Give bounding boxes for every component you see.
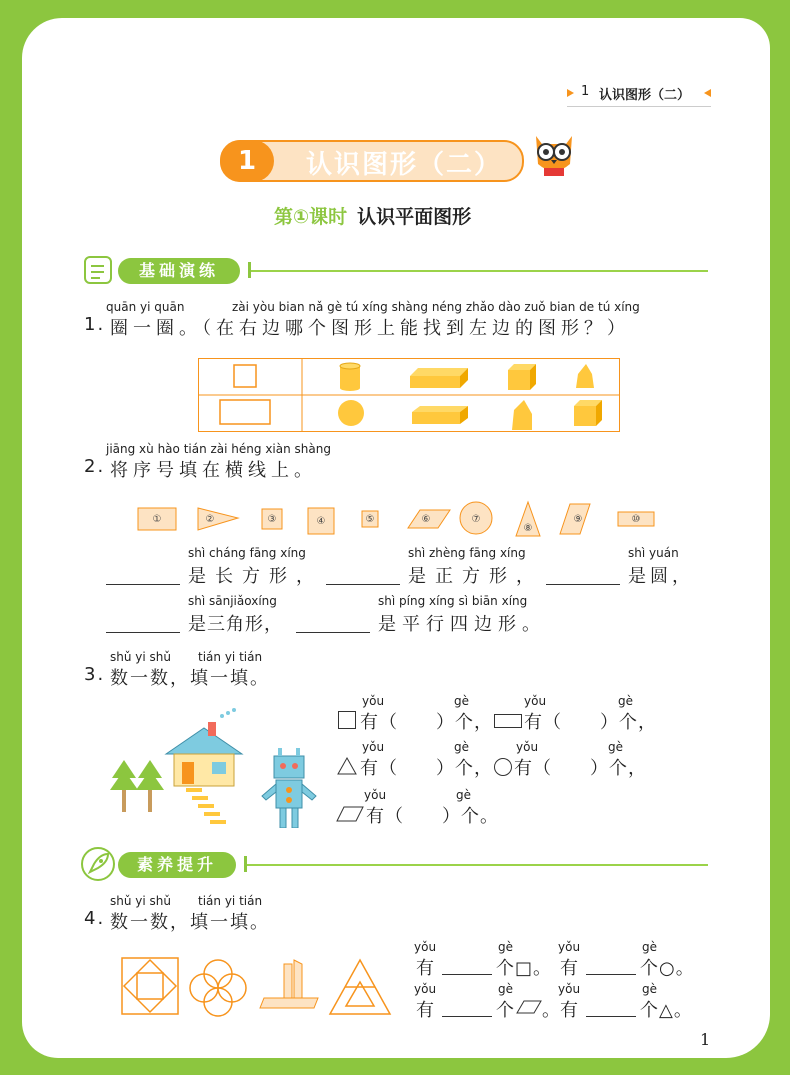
q3-r2-ge-py: gè bbox=[454, 740, 469, 754]
q2-label-5: ⑤ bbox=[365, 513, 375, 525]
q4-r2b-you-py: yǒu bbox=[558, 982, 581, 996]
q3-r2b-ge-py: gè bbox=[608, 740, 623, 754]
running-header-number: 1 bbox=[581, 84, 590, 99]
q2-label-2: ② bbox=[205, 513, 215, 525]
q2-label-10: ⑩ bbox=[631, 513, 641, 525]
triangle-icon bbox=[336, 756, 358, 776]
q4-blank-circle[interactable] bbox=[586, 956, 636, 975]
q2-blank-triangle[interactable] bbox=[106, 614, 180, 633]
q4-r1-you: 有 bbox=[416, 958, 436, 979]
q3-number: 3. bbox=[84, 664, 106, 685]
rocket-icon bbox=[80, 846, 116, 882]
q4-r1-ge-py: gè bbox=[498, 940, 513, 954]
back-triangle-icon bbox=[704, 89, 711, 97]
q2-pinyin-rectangle: shì cháng fāng xíng bbox=[188, 546, 306, 560]
q2-pinyin-parallelogram: shì píng xíng sì biān xíng bbox=[378, 594, 528, 608]
section-basic-label: 基础演练 bbox=[118, 258, 240, 284]
q4-text: 数一数，填一填。 bbox=[110, 912, 270, 933]
q2-text-rectangle: 是长方形， bbox=[188, 566, 323, 587]
divider-marker bbox=[248, 262, 251, 278]
q4-number: 4. bbox=[84, 908, 106, 929]
square-icon bbox=[338, 711, 356, 729]
owl-icon bbox=[530, 130, 578, 180]
play-icon bbox=[567, 89, 574, 97]
q4-pinyin-2: tián yi tián bbox=[198, 894, 263, 908]
q1-shape-table bbox=[198, 358, 620, 432]
q1-number: 1. bbox=[84, 314, 106, 335]
q3-pinyin-1: shǔ yi shǔ bbox=[110, 650, 171, 664]
section-basic-divider bbox=[248, 270, 708, 272]
q2-text: 将序号填在横线上。 bbox=[110, 460, 317, 481]
q2-blank-parallelogram[interactable] bbox=[296, 614, 370, 633]
q4-r2-you: 有 bbox=[416, 1000, 436, 1021]
q2-text-parallelogram: 是平行四边形。 bbox=[378, 614, 546, 635]
q3-r2-a: 有（ ）个， bbox=[360, 758, 493, 779]
q3-r3-a: 有（ ）个。 bbox=[366, 806, 499, 827]
q4-blank-parallelogram[interactable] bbox=[442, 998, 492, 1017]
circle-icon bbox=[494, 758, 512, 776]
q1-text: 圈一圈。（在右边哪个图形上能找到左边的图形？） bbox=[110, 318, 630, 339]
q3-r1-a: 有（ ）个， bbox=[360, 712, 493, 733]
q4-r1b-you-py: yǒu bbox=[558, 940, 581, 954]
q4-r2-period: 。 bbox=[542, 1000, 562, 1021]
q3-r3-you-py: yǒu bbox=[364, 788, 387, 802]
q2-text-square: 是正方形， bbox=[408, 566, 543, 587]
chapter-banner bbox=[220, 140, 524, 182]
q2-text-triangle: 是三角形， bbox=[188, 614, 283, 635]
parallelogram-icon-2 bbox=[516, 1000, 542, 1014]
q3-r1-you-py: yǒu bbox=[362, 694, 385, 708]
chapter-number: 1 bbox=[237, 146, 257, 176]
q2-label-1: ① bbox=[152, 513, 162, 525]
q3-r3-ge-py: gè bbox=[456, 788, 471, 802]
q3-r2-you-py: yǒu bbox=[362, 740, 385, 754]
house-robot-illustration bbox=[108, 708, 318, 828]
q2-pinyin-triangle: shì sānjiǎoxíng bbox=[188, 594, 277, 608]
q4-pinyin-1: shǔ yi shǔ bbox=[110, 894, 171, 908]
chapter-number-badge bbox=[220, 140, 274, 182]
q2-pinyin-square: shì zhèng fāng xíng bbox=[408, 546, 526, 560]
q4-blank-square[interactable] bbox=[442, 956, 492, 975]
q3-pinyin-2: tián yi tián bbox=[198, 650, 263, 664]
section-advance-divider bbox=[244, 864, 708, 866]
q3-r1b-you-py: yǒu bbox=[524, 694, 547, 708]
q4-r1b-ge-py: gè bbox=[642, 940, 657, 954]
q1-pinyin-1: quān yi quān bbox=[106, 300, 185, 314]
q2-label-4: ④ bbox=[316, 515, 326, 527]
q2-pinyin-circle: shì yuán bbox=[628, 546, 679, 560]
page bbox=[22, 18, 770, 1058]
q1-pinyin-2: zài yòu bian nǎ gè tú xíng shàng néng zhǎo dào zuǒ bian de tú xíng bbox=[232, 300, 640, 314]
parallelogram-icon bbox=[336, 806, 364, 822]
q2-blank-square[interactable] bbox=[326, 566, 400, 585]
q2-blank-rectangle[interactable] bbox=[106, 566, 180, 585]
q4-figures bbox=[118, 956, 404, 1018]
rectangle-icon bbox=[494, 714, 522, 728]
lesson-name: 认识平面图形 bbox=[357, 206, 472, 228]
q4-r2-ge-py: gè bbox=[498, 982, 513, 996]
q2-label-3: ③ bbox=[267, 513, 277, 525]
running-header-title: 认识图形（二） bbox=[599, 88, 691, 103]
q3-r2b-you-py: yǒu bbox=[516, 740, 539, 754]
q4-r1-ge-square: 个□。 bbox=[496, 958, 553, 979]
q3-r1b-ge-py: gè bbox=[618, 694, 633, 708]
q4-r2-ge-triangle: 个△。 bbox=[640, 1000, 693, 1021]
q4-r1b-you: 有 bbox=[560, 958, 580, 979]
running-header bbox=[567, 84, 711, 107]
notepad-icon bbox=[82, 254, 114, 286]
q4-r2-ge: 个 bbox=[496, 1000, 516, 1021]
q2-label-6: ⑥ bbox=[421, 513, 431, 525]
q2-number: 2. bbox=[84, 456, 106, 477]
q3-r1-ge-py: gè bbox=[454, 694, 469, 708]
chapter-title: 认识图形（二） bbox=[306, 150, 503, 180]
lesson-prefix: 第①课时 bbox=[274, 206, 348, 228]
q2-text-circle: 是圆， bbox=[628, 566, 694, 587]
q3-text: 数一数，填一填。 bbox=[110, 668, 270, 689]
q4-blank-triangle[interactable] bbox=[586, 998, 636, 1017]
q2-label-7: ⑦ bbox=[471, 513, 481, 525]
q3-r2-b: 有（ ）个， bbox=[514, 758, 647, 779]
q2-label-8: ⑧ bbox=[523, 522, 533, 534]
section-advance-label: 素养提升 bbox=[118, 852, 236, 878]
q2-blank-circle[interactable] bbox=[546, 566, 620, 585]
q4-r2b-ge-py: gè bbox=[642, 982, 657, 996]
q3-r1-b: 有（ ）个， bbox=[524, 712, 657, 733]
page-number: 1 bbox=[700, 1030, 711, 1049]
q4-r2b-you: 有 bbox=[560, 1000, 580, 1021]
q2-label-9: ⑨ bbox=[573, 513, 583, 525]
q4-r2-you-py: yǒu bbox=[414, 982, 437, 996]
lesson-title bbox=[274, 202, 471, 229]
q4-r1-you-py: yǒu bbox=[414, 940, 437, 954]
q4-r1-ge-circle: 个○。 bbox=[640, 958, 695, 979]
q2-pinyin: jiāng xù hào tián zài héng xiàn shàng bbox=[106, 442, 331, 456]
divider-marker-2 bbox=[244, 856, 247, 872]
